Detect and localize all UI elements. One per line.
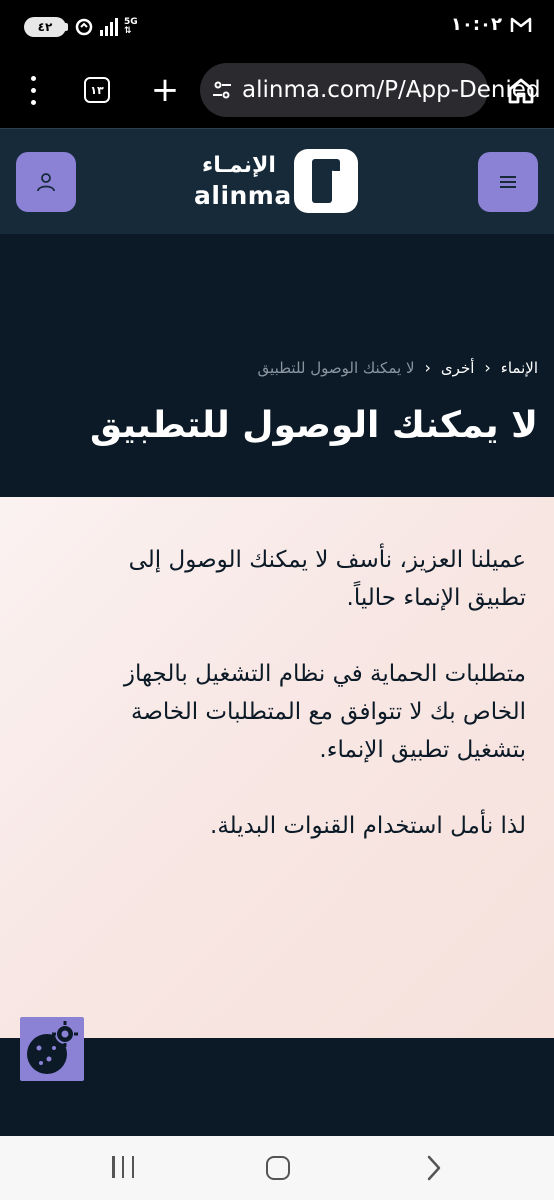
clock: ١٠:٠٢: [450, 14, 502, 35]
status-left: [24, 16, 138, 38]
new-tab-button[interactable]: +: [150, 70, 180, 110]
paragraph-alternative: لذا نأمل استخدام القنوات البديلة.: [210, 813, 526, 839]
battery-level: ٤٢: [24, 17, 66, 37]
tune-icon[interactable]: [212, 80, 232, 100]
breadcrumb-current: لا يمكنك الوصول للتطبيق: [257, 358, 415, 377]
gmail-icon: [510, 16, 532, 34]
breadcrumb-other[interactable]: أخرى: [440, 358, 475, 377]
status-bar: [0, 0, 554, 52]
status-right: [451, 14, 532, 35]
paragraph-requirements: متطلبات الحماية في نظام التشغيل بالجهاز الخاص بك لا تتوافق مع المتطلبات الخاصة بتشغيل تطبيق الإنماء.: [123, 661, 526, 763]
nav-home-icon[interactable]: [266, 1156, 290, 1180]
address-bar[interactable]: [200, 63, 541, 117]
cookie-settings-button[interactable]: [20, 1017, 84, 1081]
url-text[interactable]: alinma.com/P/App-Denied: [242, 77, 541, 103]
site-header: [0, 128, 554, 234]
cookie-settings-icon: [20, 1017, 84, 1081]
system-nav-bar: [0, 1136, 554, 1200]
hamburger-icon: [498, 174, 518, 190]
paragraph-apology: عميلنا العزيز، نأسف لا يمكنك الوصول إلى تطبيق الإنماء حالياً.: [128, 547, 526, 611]
menu-button[interactable]: [478, 152, 538, 212]
hero-section: [0, 234, 554, 497]
breadcrumb-home[interactable]: الإنماء: [500, 358, 538, 377]
battery-icon: [24, 17, 68, 37]
breadcrumb: [258, 358, 538, 377]
recent-apps-icon[interactable]: [112, 1156, 134, 1178]
more-vert-icon[interactable]: [18, 72, 48, 108]
content-text: [70, 541, 526, 883]
chevron-left-icon: ‹: [484, 358, 491, 377]
logo-mark-icon: [294, 149, 358, 213]
signal-icon: [100, 18, 118, 36]
network-label: 5G: [124, 17, 138, 27]
back-icon[interactable]: [424, 1154, 444, 1182]
home-icon[interactable]: [506, 76, 536, 106]
user-button[interactable]: [16, 152, 76, 212]
alinma-logo[interactable]: [194, 149, 360, 215]
data-saver-icon: [74, 17, 94, 37]
tabs-button[interactable]: ١٣: [84, 77, 110, 103]
chevron-left-icon: ‹: [424, 358, 431, 377]
network-5g-icon: 5G ⇅: [124, 17, 138, 36]
page-title: لا يمكنك الوصول للتطبيق: [89, 405, 538, 446]
logo-arabic: الإنمـاء: [202, 153, 276, 178]
logo-english: alinma: [194, 181, 292, 210]
browser-toolbar: [0, 52, 554, 128]
user-icon: [35, 171, 57, 193]
content-section: [0, 497, 554, 1038]
